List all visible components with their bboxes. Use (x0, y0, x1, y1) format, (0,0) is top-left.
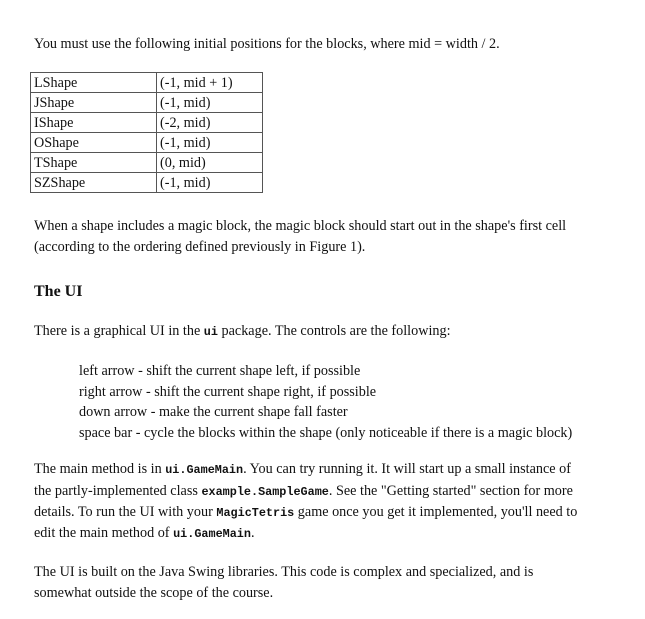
control-left-arrow: left arrow - shift the current shape left, if possible (79, 363, 361, 379)
initial-positions-table (30, 72, 263, 193)
gamemain-code: ui.GameMain (165, 463, 244, 477)
table-row (31, 93, 263, 113)
shape-name-cell: LShape (31, 73, 157, 93)
swing-line-1: The UI is built on the Java Swing libraries. This code is complex and specialized, and is (34, 564, 534, 580)
shape-position-cell: (-1, mid + 1) (157, 73, 263, 93)
shape-name-cell: IShape (31, 113, 157, 133)
shape-name-cell: OShape (31, 133, 157, 153)
magic-block-line-1: When a shape includes a magic block, the magic block should start out in the shape's first cell (34, 218, 567, 234)
table-row (31, 73, 263, 93)
controls-list (79, 361, 572, 443)
shape-position-cell: (-1, mid) (157, 93, 263, 113)
shape-position-cell: (0, mid) (157, 153, 263, 173)
main-method-line-1: The main method is in ui.GameMain. You can try running it. It will start up a small instance of (34, 461, 571, 477)
control-right-arrow: right arrow - shift the current shape right, if possible (79, 383, 377, 400)
control-down-arrow: down arrow - make the current shape fall faster (79, 404, 348, 420)
table-row (31, 173, 263, 193)
ui-intro-text: There is a graphical UI in the ui package. The controls are the following: (34, 323, 451, 339)
control-space-bar: space bar - cycle the blocks within the shape (only noticeable if there is a magic block) (79, 424, 573, 441)
ui-package-code: ui (203, 325, 218, 339)
table-row (31, 113, 263, 133)
shape-position-cell: (-2, mid) (157, 113, 263, 133)
magictetris-code: MagicTetris (216, 506, 295, 520)
main-method-line-4: edit the main method of ui.GameMain. (34, 525, 255, 541)
main-method-line-3: details. To run the UI with your MagicTetris game once you get it implemented, you'll need to (34, 504, 578, 520)
shape-position-cell: (-1, mid) (157, 133, 263, 153)
gamemain-code-2: ui.GameMain (173, 527, 251, 541)
ui-heading: The UI (34, 283, 83, 300)
shape-name-cell: SZShape (31, 173, 157, 193)
table-row (31, 153, 263, 173)
main-method-line-2: the partly-implemented class example.SampleGame. See the "Getting started" section for more (34, 483, 573, 499)
magic-block-line-2: (according to the ordering defined previously in Figure 1). (34, 239, 366, 255)
samplegame-code: example.SampleGame (201, 485, 329, 499)
shape-name-cell: TShape (31, 153, 157, 173)
swing-line-2: somewhat outside the scope of the course. (34, 585, 274, 601)
intro-text: You must use the following initial positions for the blocks, where mid = width / 2. (34, 36, 500, 52)
shape-name-cell: JShape (31, 93, 157, 113)
table-row (31, 133, 263, 153)
shape-position-cell: (-1, mid) (157, 173, 263, 193)
